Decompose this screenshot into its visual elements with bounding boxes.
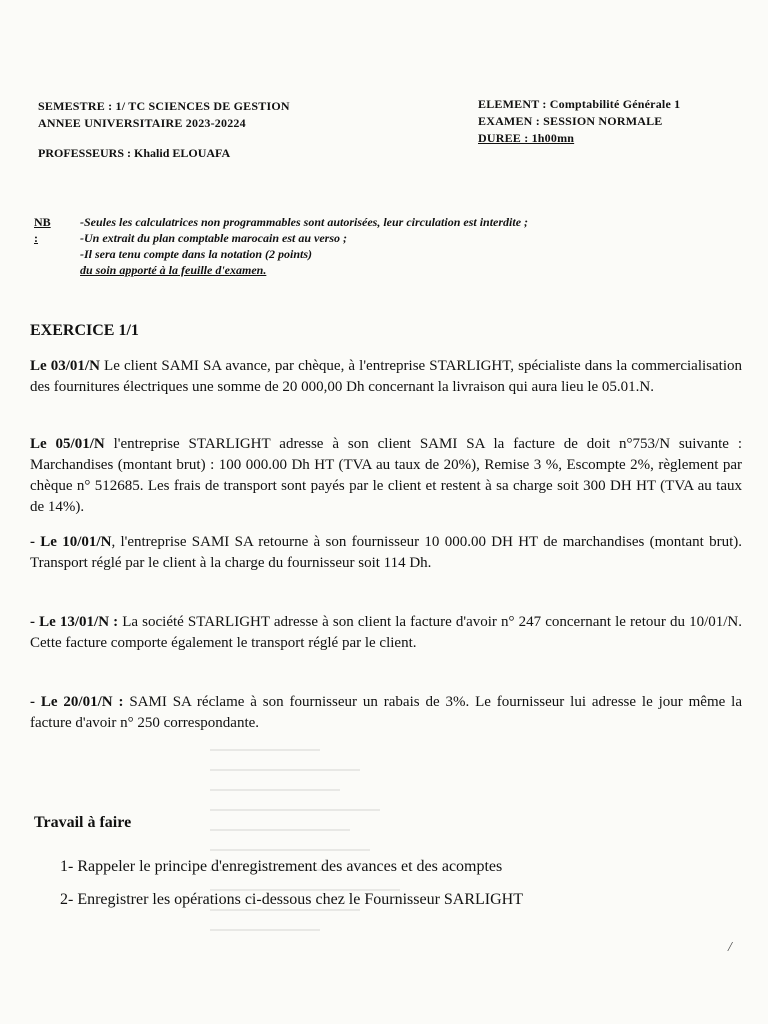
exercise-paragraph-2 <box>30 434 742 518</box>
bleed-through-texture <box>200 740 460 950</box>
duration-line: DUREE : 1h00mn <box>478 131 575 145</box>
paragraph-5-text: SAMI SA réclame à son fournisseur un rabais de 3%. Le fournisseur lui adresse le jour même la facture d'avoir n° 250 correspondante. <box>30 694 742 731</box>
exercise-paragraph-5 <box>30 692 742 734</box>
paragraph-1-date: Le 03/01/N <box>30 358 100 374</box>
exercise-title: EXERCICE 1/1 <box>30 322 139 339</box>
paragraph-1-text: Le client SAMI SA avance, par chèque, à l'entreprise STARLIGHT, spécialiste dans la commercialisation des fournitures électriques une somme de 20 000,00 Dh concernant la livraison qui aura lieu le 05.01.N. <box>30 358 743 395</box>
academic-year-line: ANNEE UNIVERSITAIRE 2023-20224 <box>38 116 246 130</box>
nb-label: NB : <box>34 215 51 245</box>
paragraph-3-date: - Le 10/01/N <box>30 534 112 550</box>
paragraph-2-date: Le 05/01/N <box>30 436 105 452</box>
work-to-do-title: Travail à faire <box>34 814 132 831</box>
nb-line-plan-comptable: -Un extrait du plan comptable marocain est au verso ; <box>80 231 347 245</box>
paragraph-4-date: - Le 13/01/N : <box>30 614 119 630</box>
header-right <box>478 96 680 147</box>
nb-line-notation-underlined: du soin apporté à la feuille d'examen. <box>80 263 267 277</box>
nb-line-calculators: -Seules les calculatrices non programmables sont autorisées, leur circulation est interdite ; <box>80 215 529 229</box>
exercise-paragraph-3 <box>30 532 742 574</box>
page-corner-mark: / <box>728 940 732 955</box>
task-item-1: 1- Rappeler le principe d'enregistrement des avances et des acomptes <box>60 858 503 875</box>
exercise-paragraph-1 <box>30 356 742 398</box>
paragraph-2-text: l'entreprise STARLIGHT adresse à son client SAMI SA la facture de doit n°753/N suivante : Marchandises (montant brut) : 100 000.00 Dh HT (TVA au taux de 20%), Remise 3 %, Escompte 2%, règlement par chèque n° 512685. Les frais de transport sont payés par le client et restent à sa charge soit 300 DH HT (TVA au taux de 14%). <box>30 436 742 515</box>
paragraph-3-text: , l'entreprise SAMI SA retourne à son fournisseur 10 000.00 DH HT de marchandises (montant brut). Transport réglé par le client à la charge du fournisseur soit 114 Dh. <box>30 534 743 571</box>
paragraph-5-date: - Le 20/01/N : <box>30 694 124 710</box>
nb-lines <box>80 214 700 278</box>
exercise-paragraph-4 <box>30 612 742 654</box>
paragraph-4-text: La société STARLIGHT adresse à son client la facture d'avoir n° 247 concernant le retour du 10/01/N. Cette facture comporte également le transport réglé par le client. <box>30 614 743 651</box>
nb-line-notation-text: -Il sera tenu compte dans la notation (2 points) <box>80 247 313 261</box>
nb-line-notation <box>80 246 700 278</box>
exam-session-line: EXAMEN : SESSION NORMALE <box>478 114 663 128</box>
element-line: ELEMENT : Comptabilité Générale 1 <box>478 97 681 111</box>
task-item-2: 2- Enregistrer les opérations ci-dessous chez le Fournisseur SARLIGHT <box>60 891 523 908</box>
task-list <box>60 850 523 916</box>
header-left <box>38 98 290 132</box>
professors-line: PROFESSEURS : Khalid ELOUAFA <box>38 146 231 160</box>
semester-line: SEMESTRE : 1/ TC SCIENCES DE GESTION <box>38 99 290 113</box>
